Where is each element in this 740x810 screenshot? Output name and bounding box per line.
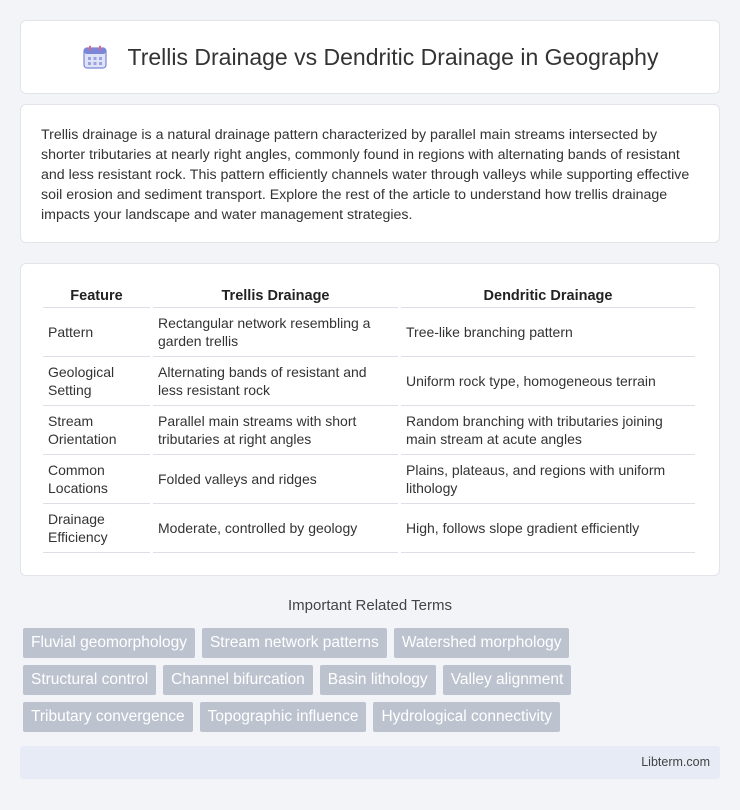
table-row bbox=[43, 308, 695, 357]
table-header-row bbox=[43, 284, 695, 308]
table-cell: Uniform rock type, homogeneous terrain bbox=[401, 357, 695, 406]
tag-row bbox=[23, 702, 723, 732]
table-cell: Tree-like branching pattern bbox=[401, 308, 695, 357]
calendar-icon bbox=[82, 44, 108, 70]
title-card bbox=[20, 20, 720, 94]
tag-link[interactable]: Tributary convergence bbox=[23, 702, 193, 732]
table-cell: Parallel main streams with short tributaries at right angles bbox=[153, 406, 398, 455]
footer bbox=[20, 746, 720, 779]
table-cell: Random branching with tributaries joining main stream at acute angles bbox=[401, 406, 695, 455]
tag-row bbox=[23, 628, 723, 658]
table-cell: Pattern bbox=[43, 308, 150, 357]
tag-link[interactable]: Channel bifurcation bbox=[163, 665, 313, 695]
tag-link[interactable]: Valley alignment bbox=[443, 665, 572, 695]
tag-link[interactable]: Hydrological connectivity bbox=[373, 702, 560, 732]
column-header: Dendritic Drainage bbox=[401, 284, 695, 308]
table-cell: Geological Setting bbox=[43, 357, 150, 406]
table-cell: Common Locations bbox=[43, 455, 150, 504]
tag-link[interactable]: Stream network patterns bbox=[202, 628, 387, 658]
table-cell: Drainage Efficiency bbox=[43, 504, 150, 553]
table-cell: Alternating bands of resistant and less resistant rock bbox=[153, 357, 398, 406]
table-cell: Rectangular network resembling a garden trellis bbox=[153, 308, 398, 357]
footer-site-link[interactable]: Libterm.com bbox=[641, 755, 710, 769]
comparison-card bbox=[20, 263, 720, 576]
intro-text: Trellis drainage is a natural drainage pattern characterized by parallel main streams intersected by shorter tributaries at nearly right angles, commonly found in regions with alternating bands of resistant and less resistant rock. This pattern efficiently channels water through valleys while supporting effective soil erosion and sediment transport. Explore the rest of the article to understand how trellis drainage impacts your landscape and water management strategies. bbox=[41, 127, 690, 223]
tag-link[interactable]: Topographic influence bbox=[200, 702, 367, 732]
table-row bbox=[43, 357, 695, 406]
table-cell: Moderate, controlled by geology bbox=[153, 504, 398, 553]
intro-card bbox=[20, 104, 720, 243]
comparison-table bbox=[40, 284, 698, 553]
tag-link[interactable]: Basin lithology bbox=[320, 665, 436, 695]
column-header: Trellis Drainage bbox=[153, 284, 398, 308]
table-row bbox=[43, 406, 695, 455]
column-header: Feature bbox=[43, 284, 150, 308]
table-cell: High, follows slope gradient efficiently bbox=[401, 504, 695, 553]
table-cell: Plains, plateaus, and regions with uniform lithology bbox=[401, 455, 695, 504]
tag-link[interactable]: Watershed morphology bbox=[394, 628, 570, 658]
tag-link[interactable]: Structural control bbox=[23, 665, 156, 695]
related-terms bbox=[23, 628, 723, 739]
tag-row bbox=[23, 665, 723, 695]
table-cell: Folded valleys and ridges bbox=[153, 455, 398, 504]
tag-link[interactable]: Fluvial geomorphology bbox=[23, 628, 195, 658]
related-terms-heading: Important Related Terms bbox=[288, 597, 452, 614]
table-row bbox=[43, 455, 695, 504]
page-title: Trellis Drainage vs Dendritic Drainage in Geography bbox=[127, 43, 659, 70]
table-cell: Stream Orientation bbox=[43, 406, 150, 455]
table-row bbox=[43, 504, 695, 553]
